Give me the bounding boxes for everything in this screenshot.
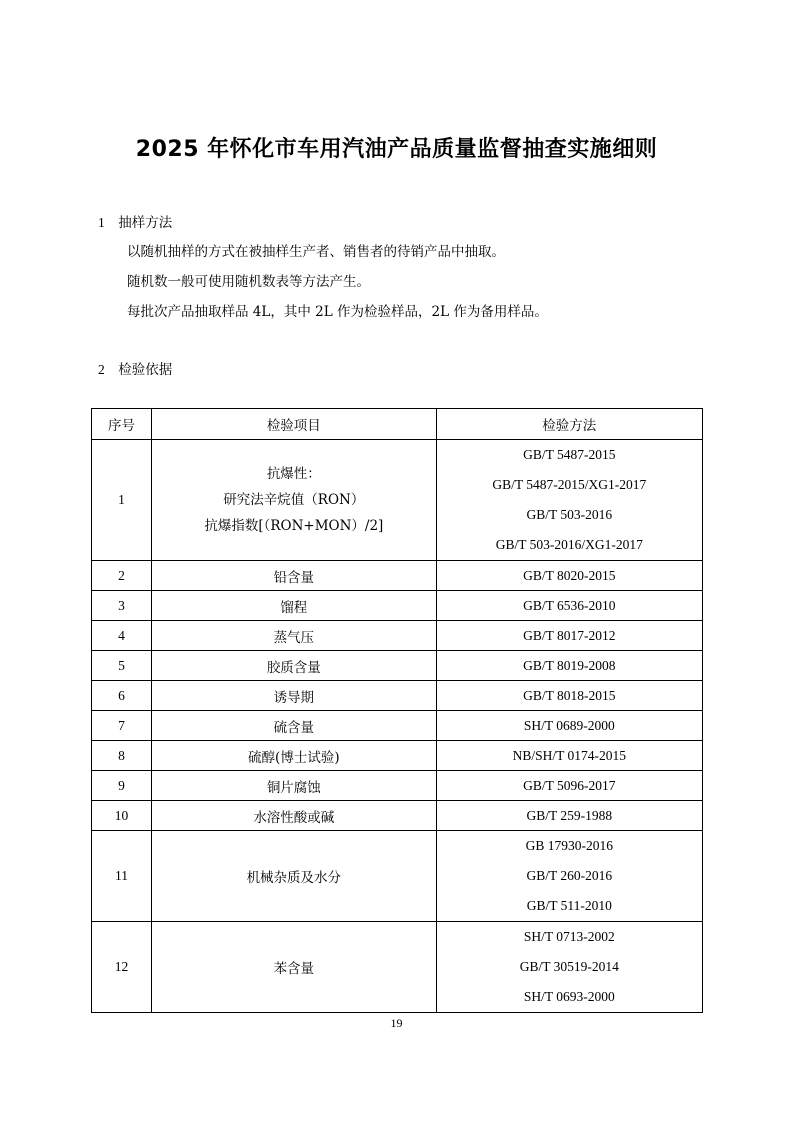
method-line: GB 17930-2016 [525, 838, 613, 853]
item-line: 研究法辛烷值（RON） [223, 492, 365, 508]
row-method: NB/SH/T 0174-2015 [436, 741, 702, 771]
method-line: GB/T 503-2016/XG1-2017 [495, 537, 643, 552]
section-1-number: 1 [98, 215, 105, 230]
section-1-heading [98, 211, 172, 231]
method-line: GB/T 503-2016 [526, 507, 613, 522]
row-no: 5 [92, 651, 152, 681]
table-row [92, 831, 703, 922]
header-no: 序号 [92, 409, 152, 440]
row-item: 铜片腐蚀 [152, 771, 436, 801]
section-2-title: 检验依据 [118, 362, 173, 378]
row-item: 诱导期 [152, 681, 436, 711]
section-1-paragraph-3: 每批次产品抽取样品 4L，其中 2L 作为检验样品，2L 作为备用样品。 [127, 304, 548, 320]
row-no: 7 [92, 711, 152, 741]
row-method: GB/T 6536-2010 [436, 591, 702, 621]
item-line: 抗爆指数[（RON+MON）/2] [204, 518, 384, 534]
document-title: 2025 年怀化市车用汽油产品质量监督抽查实施细则 [135, 137, 658, 162]
table-row [92, 561, 703, 591]
section-2-number: 2 [98, 362, 105, 377]
row-item: 铅含量 [152, 561, 436, 591]
row-no: 8 [92, 741, 152, 771]
row-method: GB/T 8017-2012 [436, 621, 702, 651]
row-item: 硫含量 [152, 711, 436, 741]
row-method: GB/T 8019-2008 [436, 651, 702, 681]
row-method: SH/T 0689-2000 [436, 711, 702, 741]
method-line: SH/T 0693-2000 [523, 989, 615, 1004]
section-1-paragraph-2: 随机数一般可使用随机数表等方法产生。 [127, 274, 370, 290]
row-item: 馏程 [152, 591, 436, 621]
item-line: 抗爆性： [266, 466, 321, 482]
row-item: 蒸气压 [152, 621, 436, 651]
row-method: GB/T 8018-2015 [436, 681, 702, 711]
row-no: 6 [92, 681, 152, 711]
row-method [436, 440, 702, 561]
header-method: 检验方法 [436, 409, 702, 440]
method-line: GB/T 30519-2014 [519, 959, 619, 974]
row-method [436, 922, 702, 1013]
table-row [92, 621, 703, 651]
row-no: 1 [92, 440, 152, 561]
row-no: 12 [92, 922, 152, 1013]
method-line: GB/T 511-2010 [526, 898, 612, 913]
table-row [92, 681, 703, 711]
table-row [92, 741, 703, 771]
row-item: 水溶性酸或碱 [152, 801, 436, 831]
row-item: 苯含量 [152, 922, 436, 1013]
section-2-heading [98, 358, 172, 378]
row-method: GB/T 259-1988 [436, 801, 702, 831]
row-no: 9 [92, 771, 152, 801]
table-row [92, 711, 703, 741]
row-no: 2 [92, 561, 152, 591]
method-line: SH/T 0713-2002 [523, 929, 615, 944]
header-item: 检验项目 [152, 409, 436, 440]
table-header-row [92, 409, 703, 440]
method-line: GB/T 5487-2015 [523, 447, 616, 462]
table-row [92, 651, 703, 681]
section-1-paragraph-1: 以随机抽样的方式在被抽样生产者、销售者的待销产品中抽取。 [127, 244, 505, 260]
row-item: 机械杂质及水分 [152, 831, 436, 922]
table-row [92, 771, 703, 801]
row-no: 10 [92, 801, 152, 831]
row-method: GB/T 8020-2015 [436, 561, 702, 591]
row-item [152, 440, 436, 561]
row-method: GB/T 5096-2017 [436, 771, 702, 801]
method-line: GB/T 260-2016 [526, 868, 613, 883]
row-no: 4 [92, 621, 152, 651]
table-row [92, 922, 703, 1013]
table-row [92, 440, 703, 561]
table-row [92, 801, 703, 831]
method-line: GB/T 5487-2015/XG1-2017 [492, 477, 647, 492]
row-no: 11 [92, 831, 152, 922]
inspection-basis-table [91, 408, 703, 1013]
section-1-title: 抽样方法 [118, 215, 173, 231]
row-item: 胶质含量 [152, 651, 436, 681]
row-item: 硫醇(博士试验) [152, 741, 436, 771]
table-row [92, 591, 703, 621]
row-method [436, 831, 702, 922]
row-no: 3 [92, 591, 152, 621]
page-number: 19 [390, 1016, 403, 1030]
